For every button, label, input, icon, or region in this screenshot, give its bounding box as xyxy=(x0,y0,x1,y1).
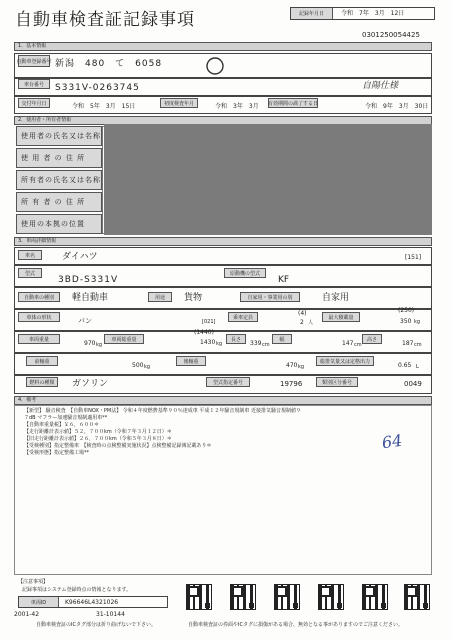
owner-section-header: 2．使用者・所有者情報 xyxy=(14,116,432,125)
displacement-unit: L xyxy=(416,364,419,370)
expiry-date-label: 有効期間の満了する日 xyxy=(268,98,318,108)
qr-code xyxy=(362,584,388,610)
category-label: 類別区分番号 xyxy=(316,377,358,387)
fuel-label: 燃料の種類 xyxy=(26,377,58,387)
remarks-line: 【受検種別】指定整備車 【検査時の点検整備実施状況】点検整備記録簿記載あり＊ xyxy=(24,443,212,449)
user-name-label: 使用者の氏名又は名称 xyxy=(16,126,102,146)
front-axle-label: 前軸重 xyxy=(26,356,58,366)
record-date: 令和 7年 3月 12日 xyxy=(341,10,405,17)
displacement: 0.65 xyxy=(398,362,412,369)
front-axle: 500 xyxy=(132,362,144,369)
vehicle-kind: 軽自動車 xyxy=(72,293,109,303)
note-title: 【注意事項】 xyxy=(18,579,49,585)
width-unit: cm xyxy=(354,342,362,348)
qr-code xyxy=(318,584,344,610)
handwritten-circle-mark xyxy=(203,55,227,77)
remarks-section-header: 4．備考 xyxy=(14,396,432,405)
max-load-top: (250) xyxy=(398,307,415,314)
record-id-label: 車両ID xyxy=(19,597,59,607)
max-load-unit: kg xyxy=(414,319,421,325)
ic-tag-warning: 自動車検査証のICタグ部分は折り曲げないで下さい。 xyxy=(36,622,156,628)
vehicle-use: 貨物 xyxy=(184,293,203,303)
weight-label: 車両重量 xyxy=(18,334,60,344)
form-serial: 31-10144 xyxy=(96,611,125,618)
length-label: 長さ xyxy=(226,334,246,344)
qr-code xyxy=(274,584,300,610)
handwritten-note: 自陽仕様 xyxy=(362,81,399,91)
category-number: 0049 xyxy=(404,380,422,388)
engine-label: 原動機の型式 xyxy=(224,268,266,278)
owner-name-label: 所有者の氏名又は名称 xyxy=(16,170,102,190)
width: 147 xyxy=(342,340,354,347)
redacted-personal-info xyxy=(104,124,432,235)
vehicle-weight: 970 xyxy=(84,340,96,347)
remarks-line: 【自動車重量税】￥６，６００＊ xyxy=(24,422,100,428)
issue-date: 令和 5年 3月 15日 xyxy=(72,103,136,110)
capacity-top: (4) xyxy=(298,310,307,317)
remarks-line: 【新型】 騒音検査 【自動車NOX・PM法】 令和４年度燃費基準９０％達成車 平成１２年騒音規制車 近接排気騒音規制値９ xyxy=(24,408,301,414)
qr-code xyxy=(404,584,430,610)
record-date-box xyxy=(290,7,435,20)
displacement-label: 総排気量又は定格出力 xyxy=(316,356,374,366)
basic-section-header: 1．基本情報 xyxy=(14,42,432,51)
height: 187 xyxy=(402,340,414,347)
capacity-label: 乗車定員 xyxy=(228,312,258,322)
issue-date-label: 交付年月日 xyxy=(18,98,50,108)
handwritten-number: 64 xyxy=(380,430,404,453)
record-id-box xyxy=(18,596,168,608)
record-date-label: 記録年月日 xyxy=(291,8,333,19)
length: 339 xyxy=(250,340,262,347)
user-address-label: 使 用 者 の 住 所 xyxy=(16,148,102,168)
plate-label: 自動車登録番号 xyxy=(18,55,50,67)
capacity: 2 xyxy=(300,319,304,326)
registration-plate: 新潟 480 て 6058 xyxy=(55,59,163,69)
max-load: 350 xyxy=(400,318,412,325)
owner-address-label: 所 有 者 の 住 所 xyxy=(16,192,102,212)
maker: ダイハツ xyxy=(62,252,98,262)
rear-axle-unit: kg xyxy=(298,364,305,370)
gross-weight-unit: kg xyxy=(216,341,223,347)
gross-weight: 1430 xyxy=(200,339,216,346)
document-title: 自動車検査証記録事項 xyxy=(15,10,195,30)
first-registration: 令和 3年 3月 xyxy=(215,103,259,110)
remarks-line: 【走行距離計表示値】５２，７００km（令和７年３月１２日）＊ xyxy=(24,429,172,435)
rear-axle: 470 xyxy=(286,362,298,369)
qr-code xyxy=(230,584,256,610)
height-unit: cm xyxy=(414,342,422,348)
length-unit: cm xyxy=(262,342,270,348)
private-business: 自家用 xyxy=(322,293,350,303)
remarks-line: 【受検形態】指定整備工場** xyxy=(24,450,90,456)
base-location-label: 使用の本拠の位置 xyxy=(16,214,102,234)
note-text: 記録事項はシステム登録時点の情報となります。 xyxy=(22,587,132,593)
remarks-line: 【旧走行距離計表示値】２６，７００km（令和５年３月８日）＊ xyxy=(24,436,172,442)
first-registration-label: 初度検査年月 xyxy=(160,98,198,108)
model: 3BD-S331V xyxy=(58,275,119,285)
model-label: 型式 xyxy=(18,268,42,278)
body-row xyxy=(14,309,432,331)
kind-label: 自動車の種別 xyxy=(18,292,60,302)
use-label: 用途 xyxy=(148,292,172,302)
chassis-label: 車台番号 xyxy=(18,79,50,89)
gross-weight-label: 車両総重量 xyxy=(104,334,144,344)
document-number: 0301250054425 xyxy=(362,31,420,39)
expiry-date: 令和 9年 3月 30日 xyxy=(365,103,429,110)
type-approval: 19796 xyxy=(280,380,303,388)
record-id: K96646L4321026 xyxy=(65,599,119,606)
engine-model: KF xyxy=(278,275,290,285)
fuel-type: ガソリン xyxy=(72,379,109,389)
height-label: 高さ xyxy=(362,334,382,344)
maker-label: 車名 xyxy=(18,250,42,260)
front-axle-unit: kg xyxy=(144,364,151,370)
vehicle-section-header: 3．車両詳細情報 xyxy=(14,237,432,246)
chassis-number: S331V-0263745 xyxy=(55,83,140,93)
body-label: 車体の形状 xyxy=(18,312,60,322)
capacity-unit: 人 xyxy=(308,320,314,326)
gross-weight-top: (1440) xyxy=(194,329,214,336)
width-label: 幅 xyxy=(272,334,292,344)
form-code: 2001-42 xyxy=(14,611,40,618)
body-shape: バン xyxy=(78,317,92,325)
biz-label: 自家用・事業用の別 xyxy=(240,292,300,302)
remarks-line: ７dB マフラー加速騒音規制適用車** xyxy=(24,415,108,421)
qr-code xyxy=(186,584,212,610)
rear-axle-label: 後軸重 xyxy=(176,356,206,366)
max-load-label: 最大積載量 xyxy=(322,312,360,322)
type-approval-label: 型式指定番号 xyxy=(206,377,250,387)
vehicle-weight-unit: kg xyxy=(96,342,103,348)
maker-code: [151] xyxy=(405,254,422,261)
body-code: [021] xyxy=(202,319,216,325)
damage-warning: 自動車検査証の券面やICタグに損傷がある場合、無効となる事がありますのでご注意ください。 xyxy=(188,622,403,628)
